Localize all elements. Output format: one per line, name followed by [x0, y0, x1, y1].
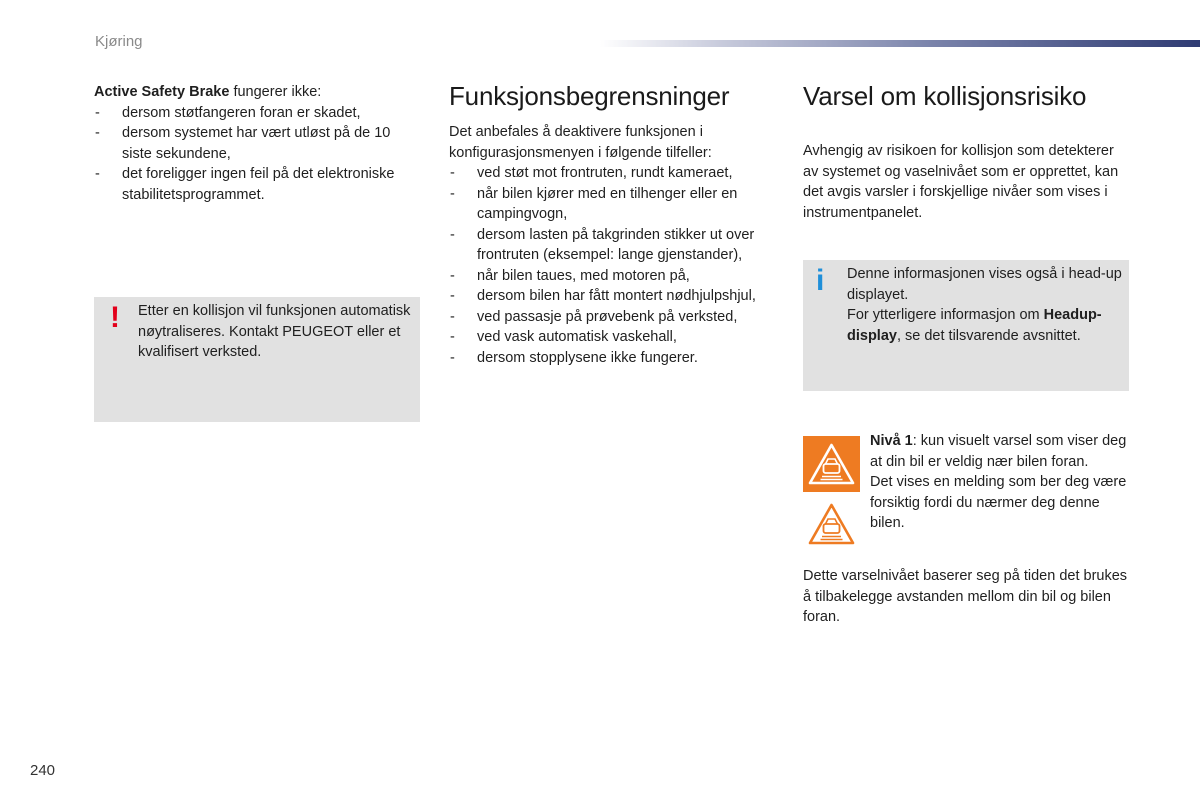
- info-icon: i: [816, 264, 825, 297]
- intro-line: [94, 82, 424, 103]
- info-line: For ytterligere informasjon om Headup-display, se det tilsvarende avsnittet.: [847, 307, 1102, 344]
- info-text: [847, 264, 1127, 346]
- list-item: - dersom systemet har vært utløst på de 10 siste sekundene,: [94, 123, 424, 164]
- list-item: - det foreligger ingen feil på det elektroniske stabilitetsprogrammet.: [94, 164, 424, 205]
- column-right: [803, 81, 1133, 223]
- exclamation-icon: !: [110, 301, 120, 334]
- list-item: - når bilen taues, med motoren på,: [449, 266, 779, 287]
- column-left: [94, 82, 424, 205]
- list-item: - ved vask automatisk vaskehall,: [449, 327, 779, 348]
- list-item: - dersom bilen har fått montert nødhjulpshjul,: [449, 286, 779, 307]
- intro-paragraph: Avhengig av risikoen for kollisjon som detekterer av systemet og vaselnivået som er opprettet, kan det avgis varsler i forskjellige nivåer som vises i instrumentpanelet.: [803, 143, 1119, 221]
- section-title: Kjøring: [95, 33, 143, 50]
- list-item: - når bilen kjører med en tilhenger eller en campingvogn,: [449, 184, 779, 225]
- intro-bold: Active Safety Brake: [94, 84, 230, 100]
- list-item: - dersom lasten på takgrinden stikker ut over frontruten (eksempel: lange gjenstander),: [449, 225, 779, 266]
- list-item: - dersom støtfangeren foran er skadet,: [94, 103, 424, 124]
- level-description: [870, 431, 1130, 534]
- warning-box: [94, 297, 420, 422]
- list-item: - ved støt mot frontruten, rundt kameraet,: [449, 163, 779, 184]
- level-line: Nivå 1: kun visuelt varsel som viser deg at din bil er veldig nær bilen foran.: [870, 433, 1127, 470]
- info-box: [803, 260, 1129, 391]
- closing-paragraph: Dette varselnivået baserer seg på tiden det brukes å tilbakelegge avstanden mellom din bil og bilen foran.: [803, 568, 1128, 625]
- warning-text: Etter en kollisjon vil funksjonen automatisk nøytraliseres. Kontakt PEUGEOT eller et kvalifisert verksted.: [138, 303, 411, 360]
- collision-warning-outline-icon: [803, 496, 860, 552]
- collision-warning-icon: [803, 436, 860, 492]
- section-heading: Varsel om kollisjonsrisiko: [803, 81, 1087, 111]
- condition-list: [94, 103, 424, 206]
- info-line: Denne informasjonen vises også i head-up displayet.: [847, 266, 1122, 303]
- page-number: 240: [30, 762, 56, 779]
- intro-rest: fungerer ikke:: [229, 84, 322, 100]
- list-item: - ved passasje på prøvebenk på verksted,: [449, 307, 779, 328]
- section-heading: Funksjonsbegrensninger: [449, 81, 730, 111]
- header-gradient-bar: [600, 40, 1200, 47]
- intro-paragraph: Det anbefales å deaktivere funksjonen i konfigurasjonsmenyen i følgende tilfeller:: [449, 124, 712, 161]
- level-line: Det vises en melding som ber deg være forsiktig fordi du nærmer deg denne bilen.: [870, 474, 1127, 531]
- list-item: - dersom stopplysene ikke fungerer.: [449, 348, 779, 369]
- limitation-list: [449, 163, 779, 368]
- column-middle: [449, 81, 779, 368]
